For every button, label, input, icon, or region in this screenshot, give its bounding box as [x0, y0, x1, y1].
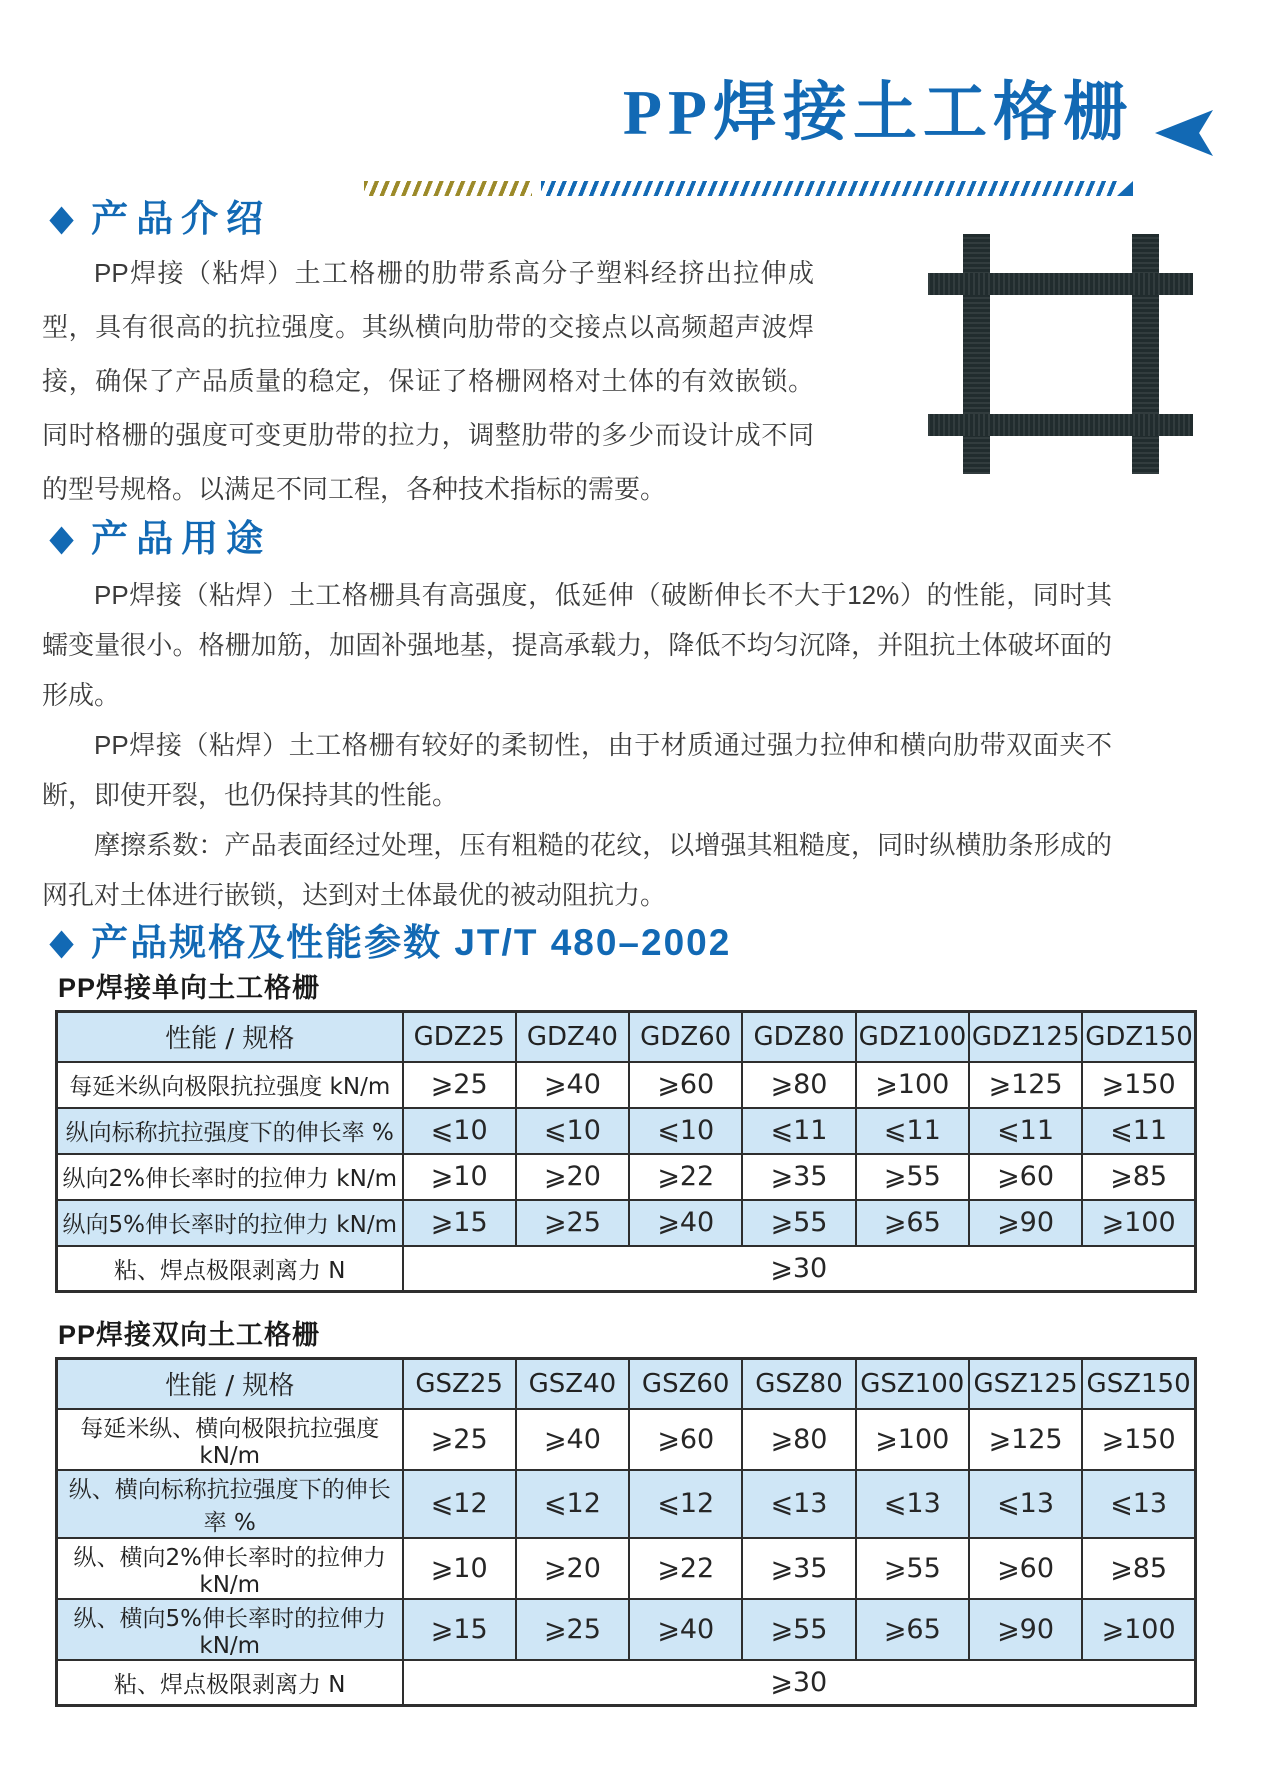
spec-header-cell: 性能 / 规格	[57, 1012, 403, 1062]
value-cell: ⩾150	[1082, 1409, 1195, 1470]
table-caption-bidirectional: PP焊接双向土工格栅	[58, 1320, 321, 1350]
value-cell: ⩽11	[969, 1108, 1082, 1154]
value-cell: ⩾22	[629, 1538, 742, 1599]
row-label-cell: 纵向标称抗拉强度下的伸长率 %	[57, 1108, 403, 1154]
value-cell: ⩾60	[969, 1538, 1082, 1599]
usage-paragraph: PP焊接（粘焊）土工格栅具有高强度，低延伸（破断伸长不大于12%）的性能，同时其蠕变量很小。格栅加筋，加固补强地基，提高承载力，降低不均匀沉降，并阻抗土体破坏面的形成。	[42, 580, 1112, 710]
value-cell: ⩾90	[969, 1200, 1082, 1246]
value-cell: ⩾20	[516, 1154, 629, 1200]
value-cell: ⩾100	[856, 1062, 969, 1108]
table-header-row	[57, 1012, 1196, 1062]
diamond-icon: ◆	[50, 199, 74, 238]
value-cell: ⩽12	[516, 1470, 629, 1538]
model-header-cell: GSZ60	[629, 1359, 742, 1409]
spec-table-unidirectional	[55, 1010, 1197, 1293]
value-cell: ⩾80	[742, 1409, 855, 1470]
value-cell: ⩾10	[403, 1154, 516, 1200]
value-cell: ⩾100	[856, 1409, 969, 1470]
value-cell: ⩾25	[516, 1599, 629, 1660]
value-cell: ⩾100	[1082, 1599, 1195, 1660]
value-cell: ⩾40	[516, 1062, 629, 1108]
value-cell: ⩾85	[1082, 1154, 1195, 1200]
value-cell: ⩾65	[856, 1200, 969, 1246]
intro-paragraph: PP焊接（粘焊）土工格栅的肋带系高分子塑料经挤出拉伸成型，具有很高的抗拉强度。其纵横向肋带的交接点以高频超声波焊接，确保了产品质量的稳定，保证了格栅网格对土体的有效嵌锁。同时格栅的强度可变更肋带的拉力，调整肋带的多少而设计成不同的型号规格。以满足不同工程，各种技术指标的需要。	[42, 258, 814, 504]
spec-header-cell: 性能 / 规格	[57, 1359, 403, 1409]
value-cell: ⩽10	[403, 1108, 516, 1154]
value-cell: ⩾35	[742, 1538, 855, 1599]
model-header-cell: GDZ40	[516, 1012, 629, 1062]
table-caption-unidirectional: PP焊接单向土工格栅	[58, 973, 321, 1003]
masthead	[0, 0, 1282, 196]
geogrid-vertical-bar	[1132, 234, 1159, 474]
diamond-icon: ◆	[50, 923, 74, 962]
model-header-cell: GDZ100	[856, 1012, 969, 1062]
row-label-cell: 纵向5%伸长率时的拉伸力 kN/m	[57, 1200, 403, 1246]
value-cell: ⩾125	[969, 1409, 1082, 1470]
value-cell: ⩾22	[629, 1154, 742, 1200]
value-cell: ⩽11	[1082, 1108, 1195, 1154]
decorative-stripes	[364, 181, 1133, 196]
model-header-cell: GDZ60	[629, 1012, 742, 1062]
value-cell: ⩾25	[403, 1409, 516, 1470]
value-cell: ⩽10	[629, 1108, 742, 1154]
row-label-cell: 纵、横向标称抗拉强度下的伸长率 %	[57, 1470, 403, 1538]
value-cell: ⩾20	[516, 1538, 629, 1599]
value-cell: ⩽12	[403, 1470, 516, 1538]
value-cell: ⩾15	[403, 1599, 516, 1660]
stripe-blue-segment	[541, 181, 1117, 196]
usage-paragraph: PP焊接（粘焊）土工格栅有较好的柔韧性，由于材质通过强力拉伸和横向肋带双面夹不断，即使开裂，也仍保持其的性能。	[42, 730, 1112, 810]
stripe-gold-segment	[364, 181, 532, 196]
spec-table-bidirectional	[55, 1357, 1197, 1707]
intro-body	[42, 246, 1193, 516]
model-header-cell: GDZ80	[742, 1012, 855, 1062]
value-cell: ⩾55	[856, 1154, 969, 1200]
model-header-cell: GSZ40	[516, 1359, 629, 1409]
value-cell: ⩾150	[1082, 1062, 1195, 1108]
value-cell: ⩾85	[1082, 1538, 1195, 1599]
table-row	[57, 1246, 1196, 1292]
model-header-cell: GSZ125	[969, 1359, 1082, 1409]
section-heading-usage	[50, 516, 1282, 562]
usage-paragraph: 摩擦系数：产品表面经过处理，压有粗糙的花纹，以增强其粗糙度，同时纵横肋条形成的网孔对土体进行嵌锁，达到对土体最优的被动阻抗力。	[42, 830, 1112, 910]
page-title: PP焊接土工格栅	[622, 77, 1133, 148]
model-header-cell: GDZ150	[1082, 1012, 1195, 1062]
model-header-cell: GSZ150	[1082, 1359, 1195, 1409]
value-cell: ⩽13	[1082, 1470, 1195, 1538]
table-row	[57, 1660, 1196, 1706]
geogrid-horizontal-bar	[928, 273, 1193, 295]
row-label-cell: 纵、横向5%伸长率时的拉伸力 kN/m	[57, 1599, 403, 1660]
value-cell: ⩾55	[742, 1599, 855, 1660]
section-usage	[0, 516, 1282, 920]
section-intro	[0, 196, 1282, 516]
table-row	[57, 1538, 1196, 1599]
value-cell: ⩾90	[969, 1599, 1082, 1660]
section-heading-intro-label: 产品介绍	[91, 198, 272, 239]
section-heading-specs	[50, 920, 1282, 966]
merged-value-cell: ⩾30	[403, 1660, 1196, 1706]
row-label-cell: 每延米纵向极限抗拉强度 kN/m	[57, 1062, 403, 1108]
diamond-icon: ◆	[50, 519, 74, 558]
geogrid-vertical-bar	[963, 234, 990, 474]
value-cell: ⩾40	[516, 1409, 629, 1470]
usage-paragraphs	[42, 570, 1112, 920]
table-row	[57, 1470, 1196, 1538]
row-label-cell: 纵、横向2%伸长率时的拉伸力 kN/m	[57, 1538, 403, 1599]
row-label-cell: 纵向2%伸长率时的拉伸力 kN/m	[57, 1154, 403, 1200]
value-cell: ⩾80	[742, 1062, 855, 1108]
value-cell: ⩽13	[969, 1470, 1082, 1538]
table-header-row	[57, 1359, 1196, 1409]
model-header-cell: GSZ25	[403, 1359, 516, 1409]
value-cell: ⩾60	[629, 1409, 742, 1470]
value-cell: ⩾25	[403, 1062, 516, 1108]
row-label-cell: 粘、焊点极限剥离力 N	[57, 1660, 403, 1706]
value-cell: ⩽12	[629, 1470, 742, 1538]
value-cell: ⩾40	[629, 1599, 742, 1660]
table-row	[57, 1108, 1196, 1154]
value-cell: ⩾25	[516, 1200, 629, 1246]
model-header-cell: GSZ100	[856, 1359, 969, 1409]
section-specs	[0, 920, 1282, 1707]
value-cell: ⩾65	[856, 1599, 969, 1660]
value-cell: ⩽13	[742, 1470, 855, 1538]
value-cell: ⩾60	[969, 1154, 1082, 1200]
model-header-cell: GDZ125	[969, 1012, 1082, 1062]
table-row	[57, 1200, 1196, 1246]
model-header-cell: GSZ80	[742, 1359, 855, 1409]
stripe-end-triangle	[1117, 181, 1133, 196]
value-cell: ⩾15	[403, 1200, 516, 1246]
value-cell: ⩾125	[969, 1062, 1082, 1108]
table-row	[57, 1599, 1196, 1660]
table-row	[57, 1154, 1196, 1200]
value-cell: ⩾10	[403, 1538, 516, 1599]
section-heading-usage-label: 产品用途	[91, 518, 272, 559]
value-cell: ⩾60	[629, 1062, 742, 1108]
value-cell: ⩾55	[856, 1538, 969, 1599]
value-cell: ⩽11	[856, 1108, 969, 1154]
left-arrow-icon	[1155, 110, 1213, 156]
section-heading-specs-label: 产品规格及性能参数 JT/T 480–2002	[91, 922, 732, 963]
merged-value-cell: ⩾30	[403, 1246, 1196, 1292]
value-cell: ⩽10	[516, 1108, 629, 1154]
value-cell: ⩾100	[1082, 1200, 1195, 1246]
row-label-cell: 粘、焊点极限剥离力 N	[57, 1246, 403, 1292]
value-cell: ⩾55	[742, 1200, 855, 1246]
table-row	[57, 1409, 1196, 1470]
row-label-cell: 每延米纵、横向极限抗拉强度 kN/m	[57, 1409, 403, 1470]
geogrid-horizontal-bar	[928, 414, 1193, 436]
value-cell: ⩽13	[856, 1470, 969, 1538]
table-row	[57, 1062, 1196, 1108]
value-cell: ⩽11	[742, 1108, 855, 1154]
value-cell: ⩾35	[742, 1154, 855, 1200]
geogrid-photo	[928, 234, 1193, 474]
model-header-cell: GDZ25	[403, 1012, 516, 1062]
value-cell: ⩾40	[629, 1200, 742, 1246]
